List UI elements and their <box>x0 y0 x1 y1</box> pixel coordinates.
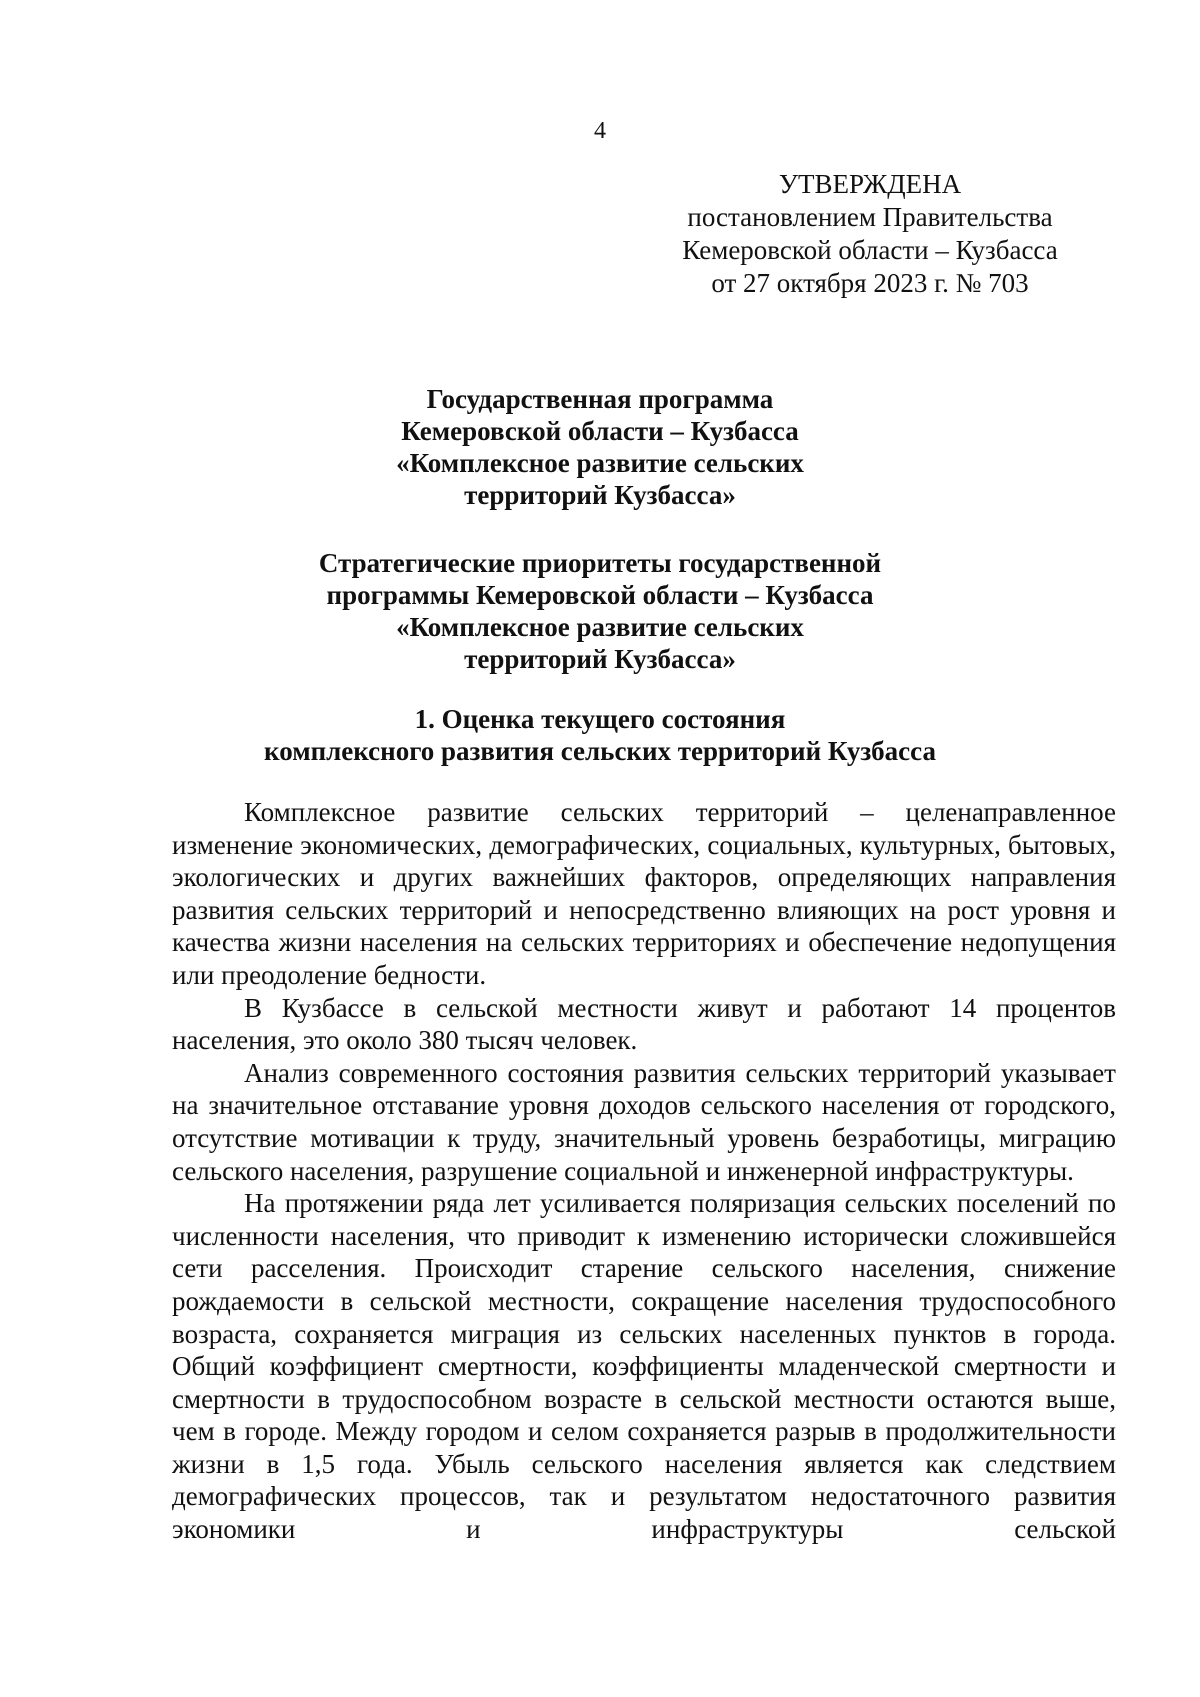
program-title-line: Кемеровской области – Кузбасса <box>401 416 799 446</box>
priorities-title-line: программы Кемеровской области – Кузбасса <box>326 580 874 610</box>
program-title-line: Государственная программа <box>426 384 774 414</box>
priorities-title-line: «Комплексное развитие сельских <box>396 612 804 642</box>
program-title <box>170 383 1030 511</box>
approval-stamp <box>640 168 1100 300</box>
paragraph: Анализ современного состояния развития сельских территорий указывает на значительное отставание уровня доходов сельского населения от городского, отсутствие мотивации к труду, значительный уровень безработицы, миграцию сельского населения, разрушение социальной и инженерной инфраструктуры. <box>172 1057 1116 1186</box>
approval-line: УТВЕРЖДЕНА <box>778 169 962 199</box>
paragraph: В Кузбассе в сельской местности живут и работают 14 процентов населения, это около 380 тысяч человек. <box>172 992 1116 1056</box>
paragraph: Комплексное развитие сельских территорий – целенаправленное изменение экономических, демографических, социальных, культурных, бытовых, экологических и других важнейших факторов, определяющих направления развития сельских территорий и непосредственно влияющих на рост уровня и качества жизни населения на сельских территориях и обеспечение недопущения или преодоление бедности. <box>172 797 1116 990</box>
paragraph: На протяжении ряда лет усиливается поляризация сельских поселений по численности населения, что приводит к изменению исторически сложившейся сети расселения. Происходит старение сельского населения, снижение рождаемости в сельской местности, сокращение населения трудоспособного возраста, сохраняется миграция из сельских населенных пунктов в города. Общий коэффициент смертности, коэффициенты младенческой смертности и смертности в трудоспособном возрасте в сельской местности остаются выше, чем в городе. Между городом и селом сохраняется разрыв в продолжительности жизни в 1,5 года. Убыль сельского населения является как следствием демографических процессов, так и результатом недостаточного развития экономики и инфраструктуры сельской <box>172 1188 1116 1545</box>
section-heading-line: 1. Оценка текущего состояния <box>414 704 786 734</box>
body-text <box>172 796 1116 1546</box>
approval-line: от 27 октября 2023 г. № 703 <box>711 268 1029 298</box>
approval-line: постановлением Правительства <box>687 202 1053 232</box>
section-heading-line: комплексного развития сельских территорий Кузбасса <box>264 736 936 766</box>
priorities-title-line: территорий Кузбасса» <box>464 644 736 674</box>
program-title-line: «Комплексное развитие сельских <box>396 448 804 478</box>
approval-line: Кемеровской области – Кузбасса <box>682 235 1058 265</box>
priorities-title <box>170 547 1030 675</box>
program-title-line: территорий Кузбасса» <box>464 480 736 510</box>
page-number: 4 <box>594 118 606 144</box>
section-heading <box>170 703 1030 767</box>
priorities-title-line: Стратегические приоритеты государственной <box>318 548 882 578</box>
